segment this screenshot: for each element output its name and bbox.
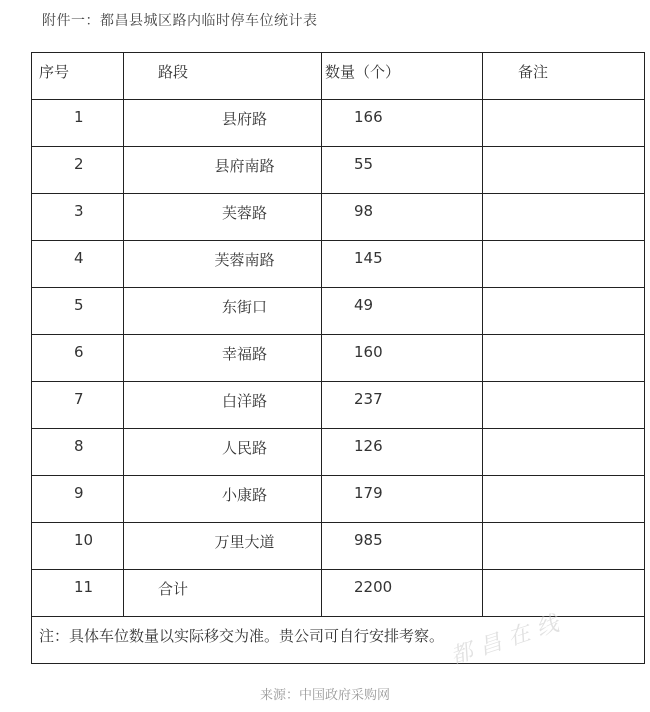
row-note	[483, 241, 645, 288]
row-road: 人民路	[124, 429, 322, 476]
row-note	[483, 335, 645, 382]
row-index: 5	[32, 288, 124, 335]
row-index: 7	[32, 382, 124, 429]
row-note	[483, 476, 645, 523]
parking-stats-table	[31, 52, 645, 664]
row-note	[483, 382, 645, 429]
table-row	[32, 288, 645, 335]
row-road: 县府南路	[124, 147, 322, 194]
row-count: 985	[322, 523, 483, 570]
row-road: 芙蓉路	[124, 194, 322, 241]
row-index: 10	[32, 523, 124, 570]
row-road: 东街口	[124, 288, 322, 335]
total-index: 11	[32, 570, 124, 617]
row-count: 160	[322, 335, 483, 382]
row-count: 179	[322, 476, 483, 523]
row-index: 8	[32, 429, 124, 476]
row-count: 237	[322, 382, 483, 429]
row-count: 55	[322, 147, 483, 194]
table-row	[32, 241, 645, 288]
document-title: 附件一：都昌县城区路内临时停车位统计表	[42, 13, 318, 29]
source-caption: 来源：中国政府采购网	[259, 688, 390, 703]
table-row	[32, 523, 645, 570]
row-note	[483, 194, 645, 241]
table-row	[32, 429, 645, 476]
row-index: 3	[32, 194, 124, 241]
row-note	[483, 100, 645, 147]
row-index: 9	[32, 476, 124, 523]
total-note	[483, 570, 645, 617]
row-road: 小康路	[124, 476, 322, 523]
row-count: 98	[322, 194, 483, 241]
table-row	[32, 147, 645, 194]
header-index: 序号	[32, 53, 124, 100]
row-count: 49	[322, 288, 483, 335]
header-count: 数量（个）	[322, 53, 483, 100]
watermark: 都昌在线	[447, 608, 570, 670]
row-index: 2	[32, 147, 124, 194]
table-row	[32, 382, 645, 429]
row-count: 126	[322, 429, 483, 476]
table-note: 注：具体车位数量以实际移交为准。贵公司可自行安排考察。	[32, 617, 645, 664]
row-road: 白洋路	[124, 382, 322, 429]
row-index: 6	[32, 335, 124, 382]
total-count: 2200	[322, 570, 483, 617]
row-note	[483, 429, 645, 476]
table-row	[32, 476, 645, 523]
table-row	[32, 100, 645, 147]
total-label: 合计	[124, 570, 322, 617]
row-index: 4	[32, 241, 124, 288]
table-row	[32, 194, 645, 241]
row-count: 145	[322, 241, 483, 288]
row-count: 166	[322, 100, 483, 147]
header-note: 备注	[483, 53, 645, 100]
row-index: 1	[32, 100, 124, 147]
row-note	[483, 147, 645, 194]
row-road: 芙蓉南路	[124, 241, 322, 288]
row-road: 万里大道	[124, 523, 322, 570]
row-road: 县府路	[124, 100, 322, 147]
table-header-row	[32, 53, 645, 100]
table-row	[32, 335, 645, 382]
row-note	[483, 523, 645, 570]
header-road: 路段	[124, 53, 322, 100]
row-note	[483, 288, 645, 335]
row-road: 幸福路	[124, 335, 322, 382]
